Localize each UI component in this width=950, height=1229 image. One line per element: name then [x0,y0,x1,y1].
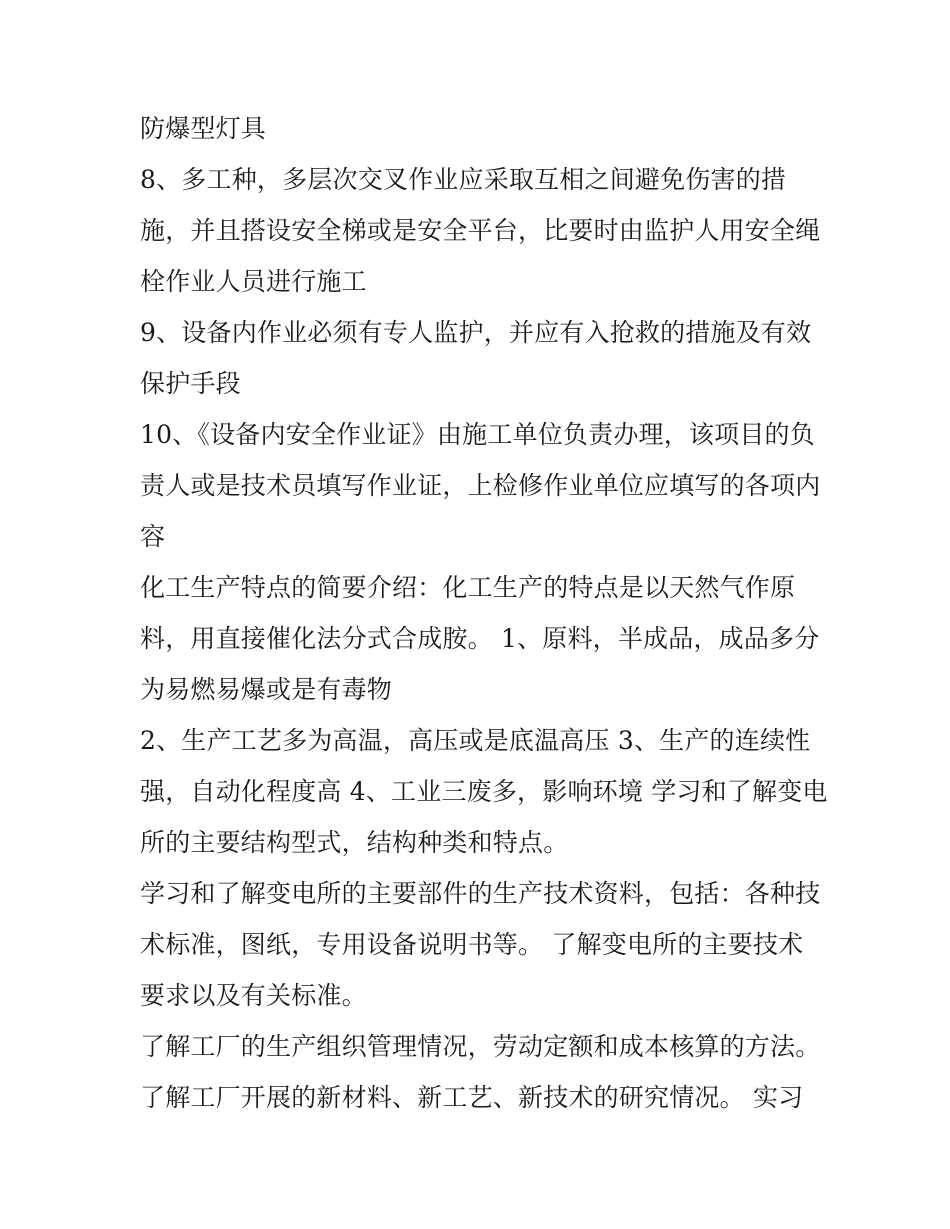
text-line: 9、设备内作业必须有专人监护，并应有入抢救的措施及有效 [140,318,812,347]
text-line: 防爆型灯具 [140,114,267,143]
text-line: 术标准，图纸，专用设备说明书等。 了解变电所的主要技术 [140,930,804,959]
text-line: 要求以及有关标准。 [140,981,367,1010]
document-body [140,107,830,1127]
text-line: 所的主要结构型式，结构种类和特点。 [140,828,569,857]
text-line: 了解工厂开展的新材料、新工艺、新技术的研究情况。 实习 [140,1083,804,1112]
text-line: 责人或是技术员填写作业证，上检修作业单位应填写的各项内 [140,471,821,500]
text-line: 栓作业人员进行施工 [140,267,367,296]
text-line: 2、生产工艺多为高温，高压或是底温高压 3、生产的连续性 [140,726,811,755]
text-line: 料，用直接催化法分式合成胺。 1、原料，半成品，成品多分 [140,624,820,653]
text-line: 施，并且搭设安全梯或是安全平台，比要时由监护人用安全绳 [140,216,821,245]
text-line: 了解工厂的生产组织管理情况，劳动定额和成本核算的方法。 [140,1032,821,1061]
text-line: 容 [140,522,166,551]
text-line: 为易燃易爆或是有毒物 [140,675,393,704]
text-line: 强，自动化程度高 4、工业三废多，影响环境 学习和了解变电 [140,777,828,806]
text-line: 学习和了解变电所的主要部件的生产技术资料，包括：各种技 [140,879,821,908]
text-line: 化工生产特点的简要介绍：化工生产的特点是以天然气作原 [140,573,796,602]
text-line: 10、《设备内安全作业证》由施工单位负责办理，该项目的负 [140,420,815,449]
text-line: 8、多工种，多层次交叉作业应采取互相之间避免伤害的措 [140,165,787,194]
text-line: 保护手段 [140,369,241,398]
